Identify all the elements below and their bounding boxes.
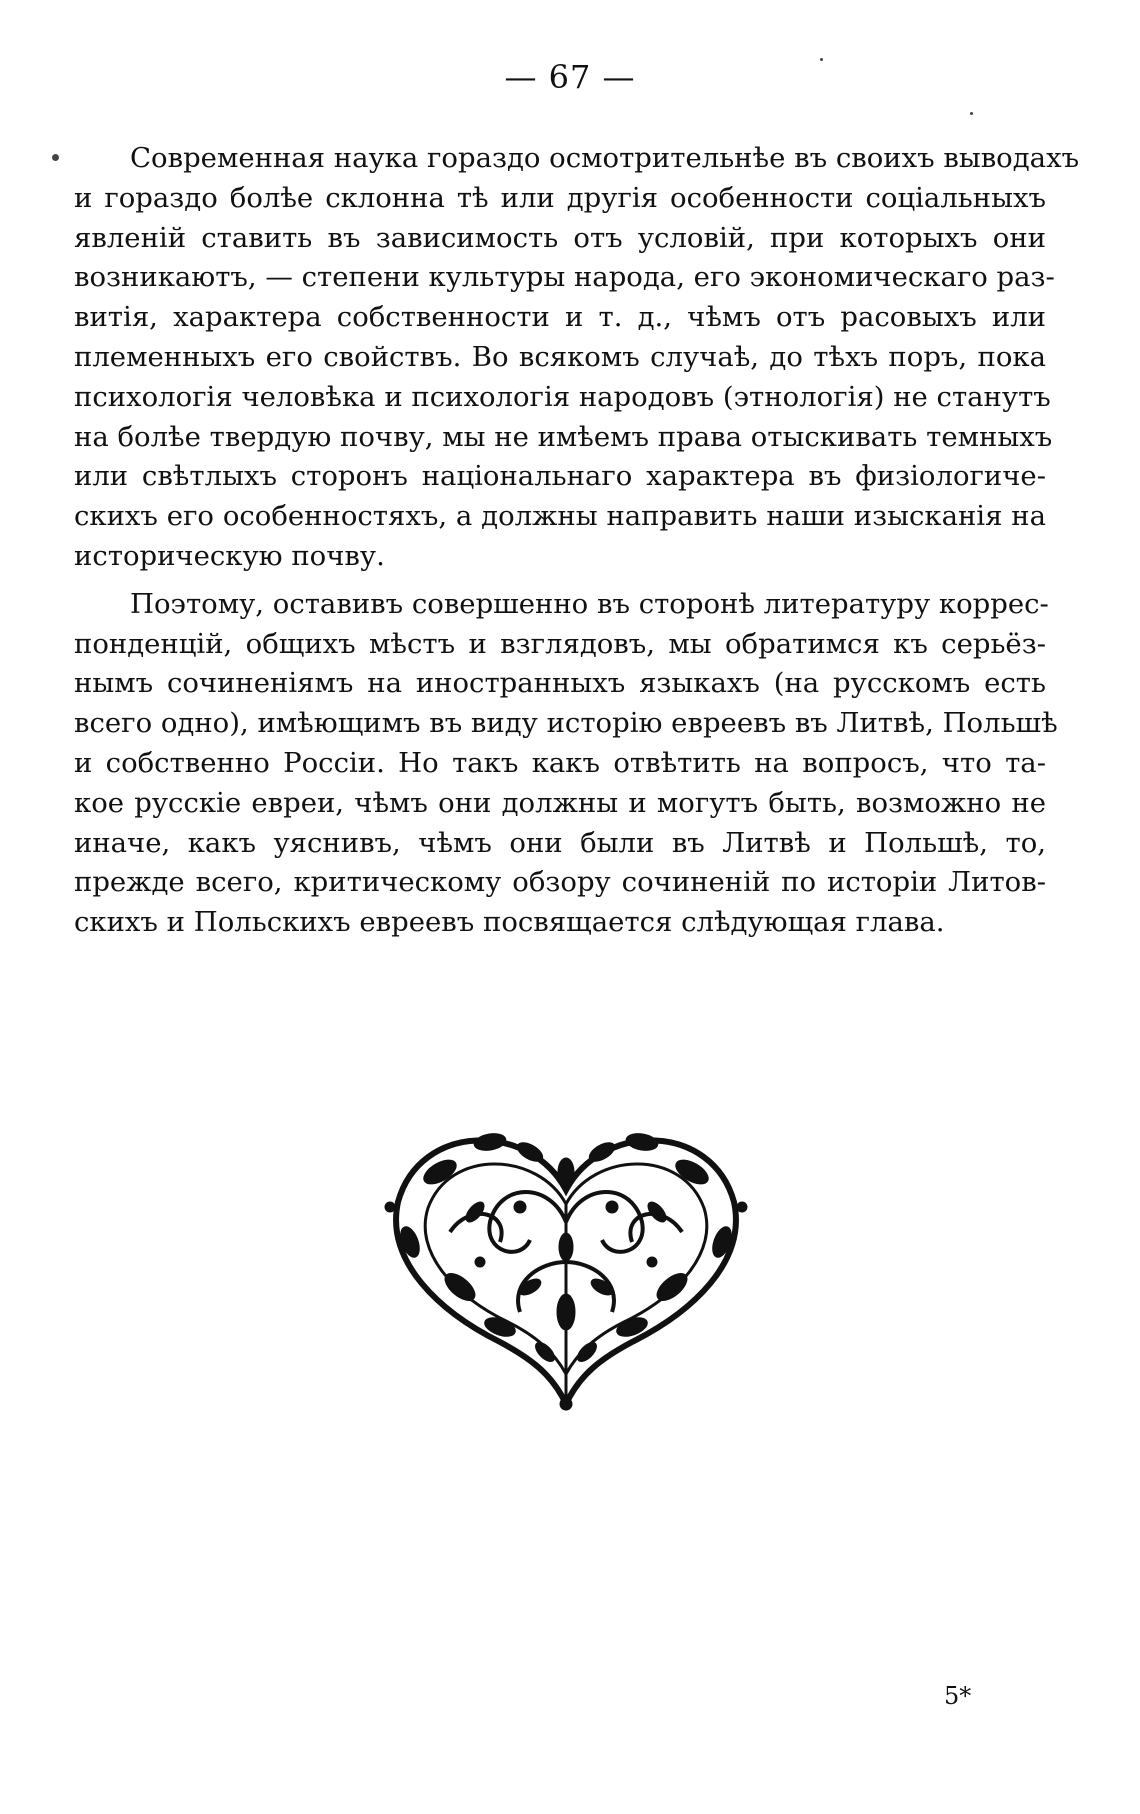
text-line: Современная наука гораздо осмотрительнѣе въ своихъ выводахъ	[130, 142, 1080, 174]
print-speck	[52, 154, 59, 161]
floral-heart-ornament-icon	[380, 1112, 752, 1412]
text-line: возникаютъ, — степени культуры народа, его экономическаго раз-	[74, 261, 1055, 294]
paragraph-gap	[74, 577, 1046, 585]
text-line: племенныхъ его свойствъ. Во всякомъ случаѣ, до тѣхъ поръ, пока	[74, 340, 1046, 373]
text-line: витія, характера собственности и т. д., чѣмъ отъ расовыхъ или	[74, 301, 1046, 334]
text-line: Поэтому, оставивъ совершенно въ сторонѣ литературу коррес-	[130, 587, 1049, 620]
page-number: — 67 —	[504, 58, 636, 96]
print-speck	[970, 112, 973, 115]
text-line: явленій ставить въ зависимость отъ условій, при которыхъ они	[74, 221, 1046, 254]
text-line: историческую почву.	[74, 539, 385, 572]
text-line: скихъ его особенностяхъ, а должны направить наши изысканія на	[74, 500, 1046, 533]
text-line: и гораздо болѣе склонна тѣ или другія особенности соціальныхъ	[74, 181, 1046, 214]
signature-mark: 5*	[944, 1682, 972, 1710]
text-line: или свѣтлыхъ сторонъ національнаго характера въ физіологиче-	[74, 460, 1046, 493]
text-line: на болѣе твердую почву, мы не имѣемъ права отыскивать темныхъ	[74, 420, 1053, 453]
paragraph-1	[74, 139, 1080, 577]
text-line: и собственно Россіи. Но такъ какъ отвѣтить на вопросъ, что та-	[74, 746, 1046, 779]
text-line: нымъ сочиненіямъ на иностранныхъ языкахъ (на русскомъ есть	[74, 667, 1046, 700]
text-line: прежде всего, критическому обзору сочиненій по исторіи Литов-	[74, 866, 1046, 899]
print-speck	[820, 58, 823, 61]
body-text	[74, 139, 1080, 943]
text-line: психологія человѣка и психологія народовъ (этнологія) не станутъ	[74, 380, 1051, 413]
text-line: иначе, какъ уяснивъ, чѣмъ они были въ Литвѣ и Польшѣ, то,	[74, 826, 1046, 859]
text-line: скихъ и Польскихъ евреевъ посвящается слѣдующая глава.	[74, 906, 945, 939]
text-line: понденцій, общихъ мѣстъ и взглядовъ, мы обратимся къ серьёз-	[74, 627, 1046, 660]
text-line: всего одно), имѣющимъ въ виду исторію евреевъ въ Литвѣ, Польшѣ	[74, 707, 1058, 740]
paragraph-2	[74, 585, 1058, 943]
text-line: кое русскіе евреи, чѣмъ они должны и могутъ быть, возможно не	[74, 786, 1046, 819]
